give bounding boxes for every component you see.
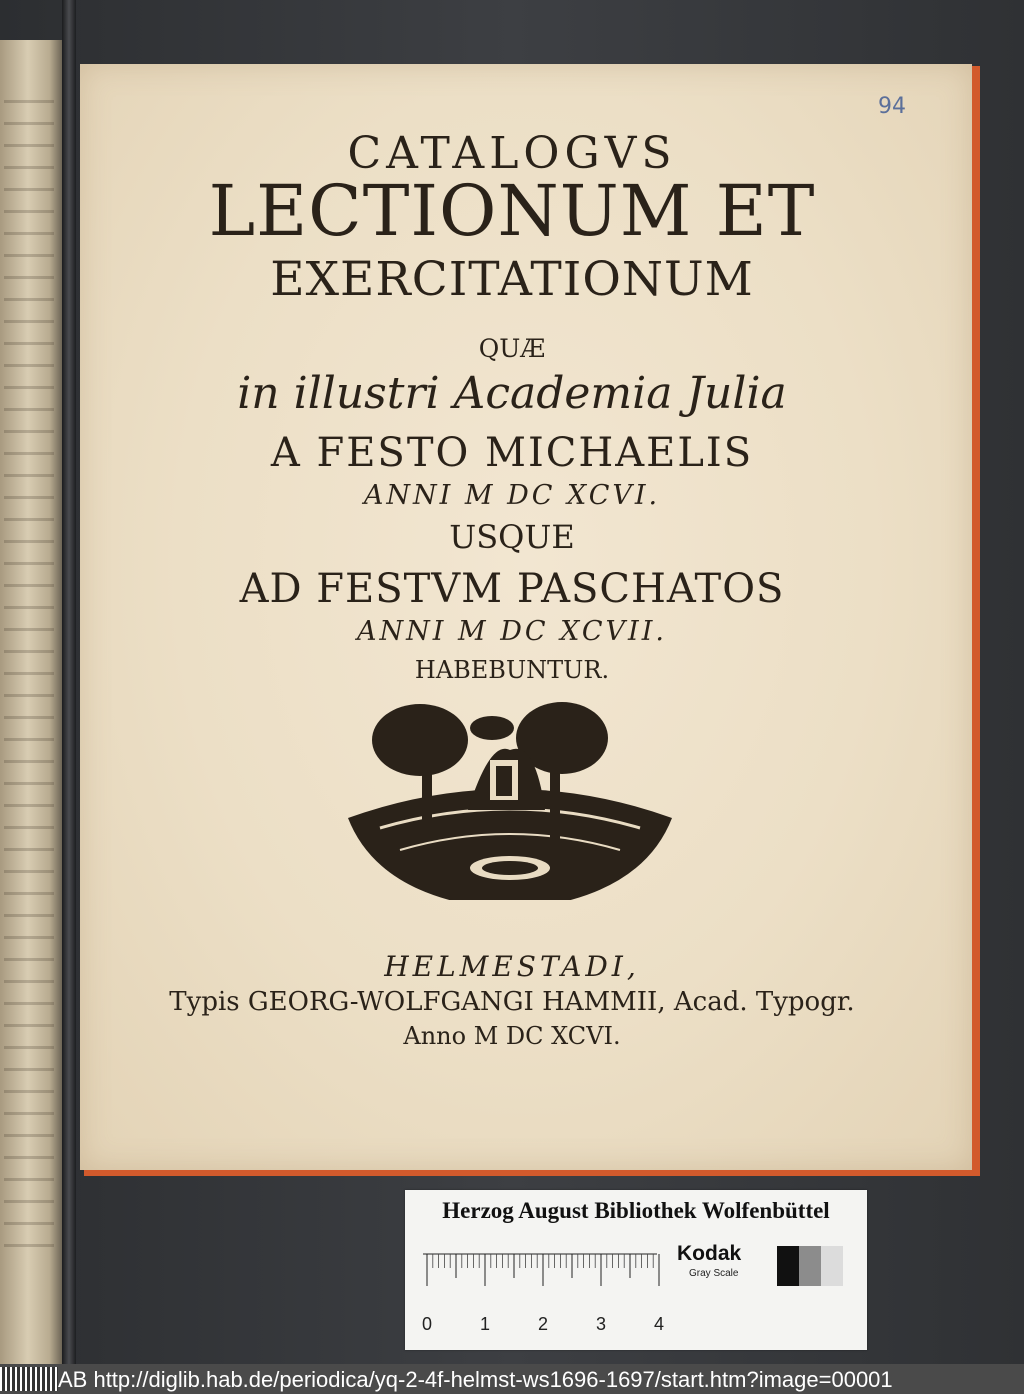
gray-patch-black xyxy=(777,1246,799,1286)
gray-patch-light xyxy=(821,1246,843,1286)
gray-patch-mid xyxy=(799,1246,821,1286)
page-number: 94 xyxy=(878,94,906,119)
title-line-anni-1697: ANNI M DC XCVII. xyxy=(357,616,667,647)
measurement-ruler xyxy=(415,1252,665,1342)
title-line-lectionum: LECTIONUM ET xyxy=(208,170,816,252)
title-line-anni-1696: ANNI M DC XCVI. xyxy=(363,480,661,511)
ruler-label-0: 0 xyxy=(421,1314,433,1334)
title-line-festum-paschatos: AD FESTVM PASCHATOS xyxy=(239,566,785,612)
ruler-label-1: 1 xyxy=(479,1314,491,1334)
title-line-habebuntur: HABEBUNTUR. xyxy=(414,656,610,684)
kodak-logo: Kodak xyxy=(677,1242,742,1265)
imprint-printer: Typis GEORG-WOLFGANGI HAMMII, Acad. Typogr. xyxy=(169,987,855,1017)
imprint-year: Anno M DC XCVI. xyxy=(403,1022,621,1050)
title-line-exercitationum: EXERCITATIONUM xyxy=(270,252,754,307)
title-line-festo-michaelis: A FESTO MICHAELIS xyxy=(270,430,754,476)
title-line-usque: USQUE xyxy=(449,518,575,556)
ruler-label-3: 3 xyxy=(595,1314,607,1334)
source-url[interactable]: AB http://diglib.hab.de/periodica/yq-2-4f-helmst-ws1696-1697/start.htm?image=00001 xyxy=(58,1367,893,1392)
barcode-icon xyxy=(0,1367,58,1391)
color-reference-card xyxy=(405,1190,867,1350)
printer-vignette-woodcut xyxy=(340,700,680,900)
viewer-footer-bar xyxy=(0,1364,1024,1394)
title-line-catalogus: CATALOGVS xyxy=(347,128,677,179)
ruler-label-4: 4 xyxy=(653,1314,665,1334)
imprint-place: HELMESTADI, xyxy=(384,950,640,983)
title-line-quae: QUÆ xyxy=(478,334,546,363)
library-name: Herzog August Bibliothek Wolfenbüttel xyxy=(442,1198,830,1223)
title-line-academia: in illustri Academia Julia xyxy=(237,368,787,419)
gray-scale-label: Gray Scale xyxy=(689,1268,739,1279)
ruler-label-2: 2 xyxy=(537,1314,549,1334)
